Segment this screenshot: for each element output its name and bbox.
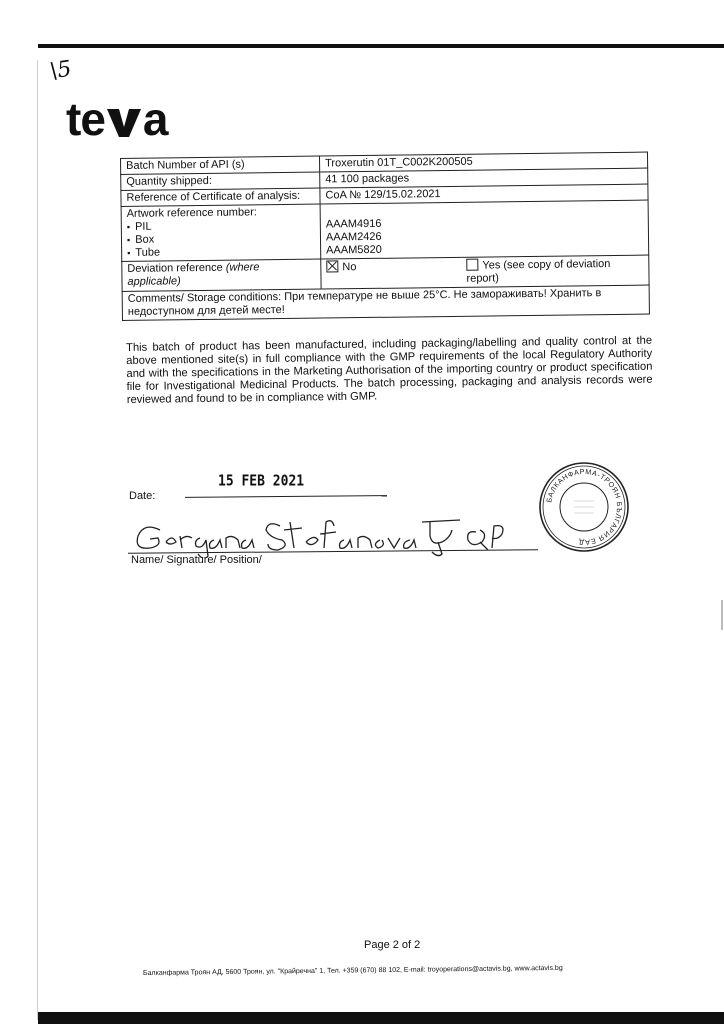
quantity-value: 41 100 packages <box>320 168 648 188</box>
company-footer: Балканфарма Троян АД, 5600 Троян, ул. "Крайречна" 1, Тел. +359 (670) 88 102, E-mail: troyoperations@actavis.bg, www.actavis.bg <box>143 964 563 977</box>
top-border <box>38 44 724 48</box>
artwork-list <box>127 219 315 260</box>
unchecked-box-icon <box>466 259 478 271</box>
handwritten-mark: \5 <box>48 56 74 85</box>
teva-logo <box>66 92 168 146</box>
batch-label: Batch Number of API (s) <box>121 156 320 174</box>
quantity-label: Quantity shipped: <box>121 172 320 190</box>
coa-value: CoA № 129/15.02.2021 <box>320 184 648 204</box>
company-seal-stamp <box>538 461 630 553</box>
coa-label: Reference of Certificate of analysis: <box>121 188 320 206</box>
deviation-no-cell <box>321 257 462 289</box>
date-label: Date: <box>129 490 156 502</box>
batch-value: Troxerutin 01T_C002K200505 <box>319 152 647 172</box>
artwork-value-tube: AAAM5820 <box>326 243 382 257</box>
svg-text:БАЛКАНФАРМА-ТРОЯН БЪЛГАРИЯ ЕАД: БАЛКАНФАРМА-ТРОЯН БЪЛГАРИЯ ЕАД <box>544 466 625 548</box>
comments-cell: Comments/ Storage conditions: При температуре не выше 25°C. Не замораживать! Хранить в недоступном для детей месте! <box>122 285 649 320</box>
bottom-border <box>38 1012 724 1024</box>
signature-label: Name/ Signature/ Position/ <box>131 554 262 566</box>
artwork-item-box: ▪ Box <box>127 232 315 247</box>
scan-edge <box>37 60 38 1020</box>
artwork-label: Artwork reference number: <box>126 206 257 220</box>
deviation-yes-cell <box>461 255 649 287</box>
page-number: Page 2 of 2 <box>364 939 421 951</box>
logo-text-start: te <box>66 93 105 145</box>
artwork-value-pil: AAAM4916 <box>325 217 382 231</box>
artwork-values-cell <box>320 200 649 259</box>
scan-mark <box>721 600 723 630</box>
svg-text:Gergana Stefanova: Gergana Stefanova <box>260 556 269 557</box>
gmp-statement: This batch of product has been manufactured, including packaging/labelling and quality control at the above mentioned site(s) in full compliance with the GMP requirements of the local Regulatory Authority and with the specifications in the Marketing Authorisation of the importing country or product specification file for Investigational Medicinal Products. The batch processing, packaging and analysis records were reviewed and found to be in compliance with GMP. <box>126 334 653 406</box>
deviation-yes-label: Yes (see copy of deviation report) <box>466 258 611 285</box>
artwork-item-tube: ▪ Tube <box>127 245 315 260</box>
date-line <box>185 495 387 498</box>
artwork-item-pil: ▪ PIL <box>127 219 315 234</box>
deviation-label-cell <box>122 259 321 291</box>
logo-text-end: a <box>142 93 168 145</box>
deviation-label-note: (where applicable) <box>127 261 260 288</box>
teva-v-leaf-icon <box>105 105 143 139</box>
checked-box-icon <box>326 260 338 272</box>
batch-info-table <box>120 152 650 321</box>
date-stamp: 15 FEB 2021 <box>218 472 305 491</box>
table-row <box>121 200 649 261</box>
table-row <box>122 285 649 320</box>
artwork-cell <box>121 204 321 261</box>
deviation-label: Deviation reference <box>127 261 223 275</box>
deviation-no-label: No <box>342 261 357 274</box>
artwork-value-box: AAAM2426 <box>325 230 382 244</box>
